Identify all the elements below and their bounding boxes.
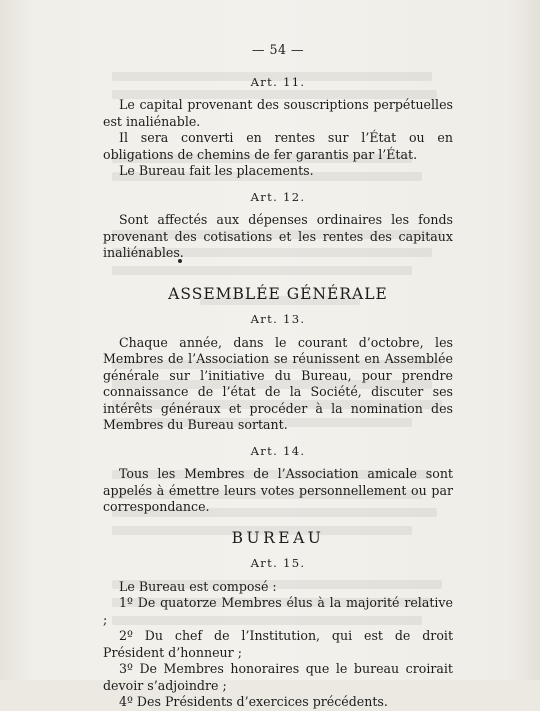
paragraph: Le Bureau fait les placements.: [119, 163, 314, 178]
list-item: 2º Du chef de l’Institution, qui est de droit Président d’honneur ;: [103, 628, 453, 660]
section-heading-assemblee-generale: ASSEMBLÉE GÉNÉRALE: [168, 284, 388, 303]
list-item: 1º De quatorze Membres élus à la majorité relative ;: [103, 595, 453, 627]
article-heading-12: Art. 12.: [250, 189, 306, 204]
article-heading-11: Art. 11.: [250, 74, 306, 89]
section-heading-bureau: BUREAU: [231, 528, 325, 547]
paragraph: Tous les Membres de l’Association amicale sont appelés à émettre leurs votes personnellement ou par correspondance.: [103, 466, 453, 514]
article-heading-15: Art. 15.: [250, 556, 306, 570]
paragraph: Il sera converti en rentes sur l’État ou en obligations de chemins de fer garantis par l’État.: [103, 130, 453, 162]
page-number: — 54 —: [251, 42, 305, 57]
paragraph: Le Bureau est composé :: [119, 578, 277, 594]
list-item: 4º Des Présidents d’exercices précédents.: [119, 694, 388, 709]
article-heading-14: Art. 14.: [250, 443, 306, 458]
paragraph: Chaque année, dans le courant d’octobre, les Membres de l’Association se réunissent en Assemblée générale sur l’initiative du Bureau, pour prendre connaissance de l’état de la Société, discuter ses intérêts généraux et procéder à la nomination des Membres du Bureau sortant.: [103, 334, 453, 432]
list-item: 3º De Membres honoraires que le bureau croirait devoir s’adjoindre ;: [103, 661, 453, 693]
page-text: [103, 42, 453, 711]
article-heading-13: Art. 13.: [250, 312, 306, 326]
paragraph: Sont affectés aux dépenses ordinaires les fonds provenant des cotisations et les rentes des capitaux inaliénables.: [103, 212, 453, 260]
paragraph: Le capital provenant des souscriptions perpétuelles est inaliénable.: [103, 97, 453, 129]
